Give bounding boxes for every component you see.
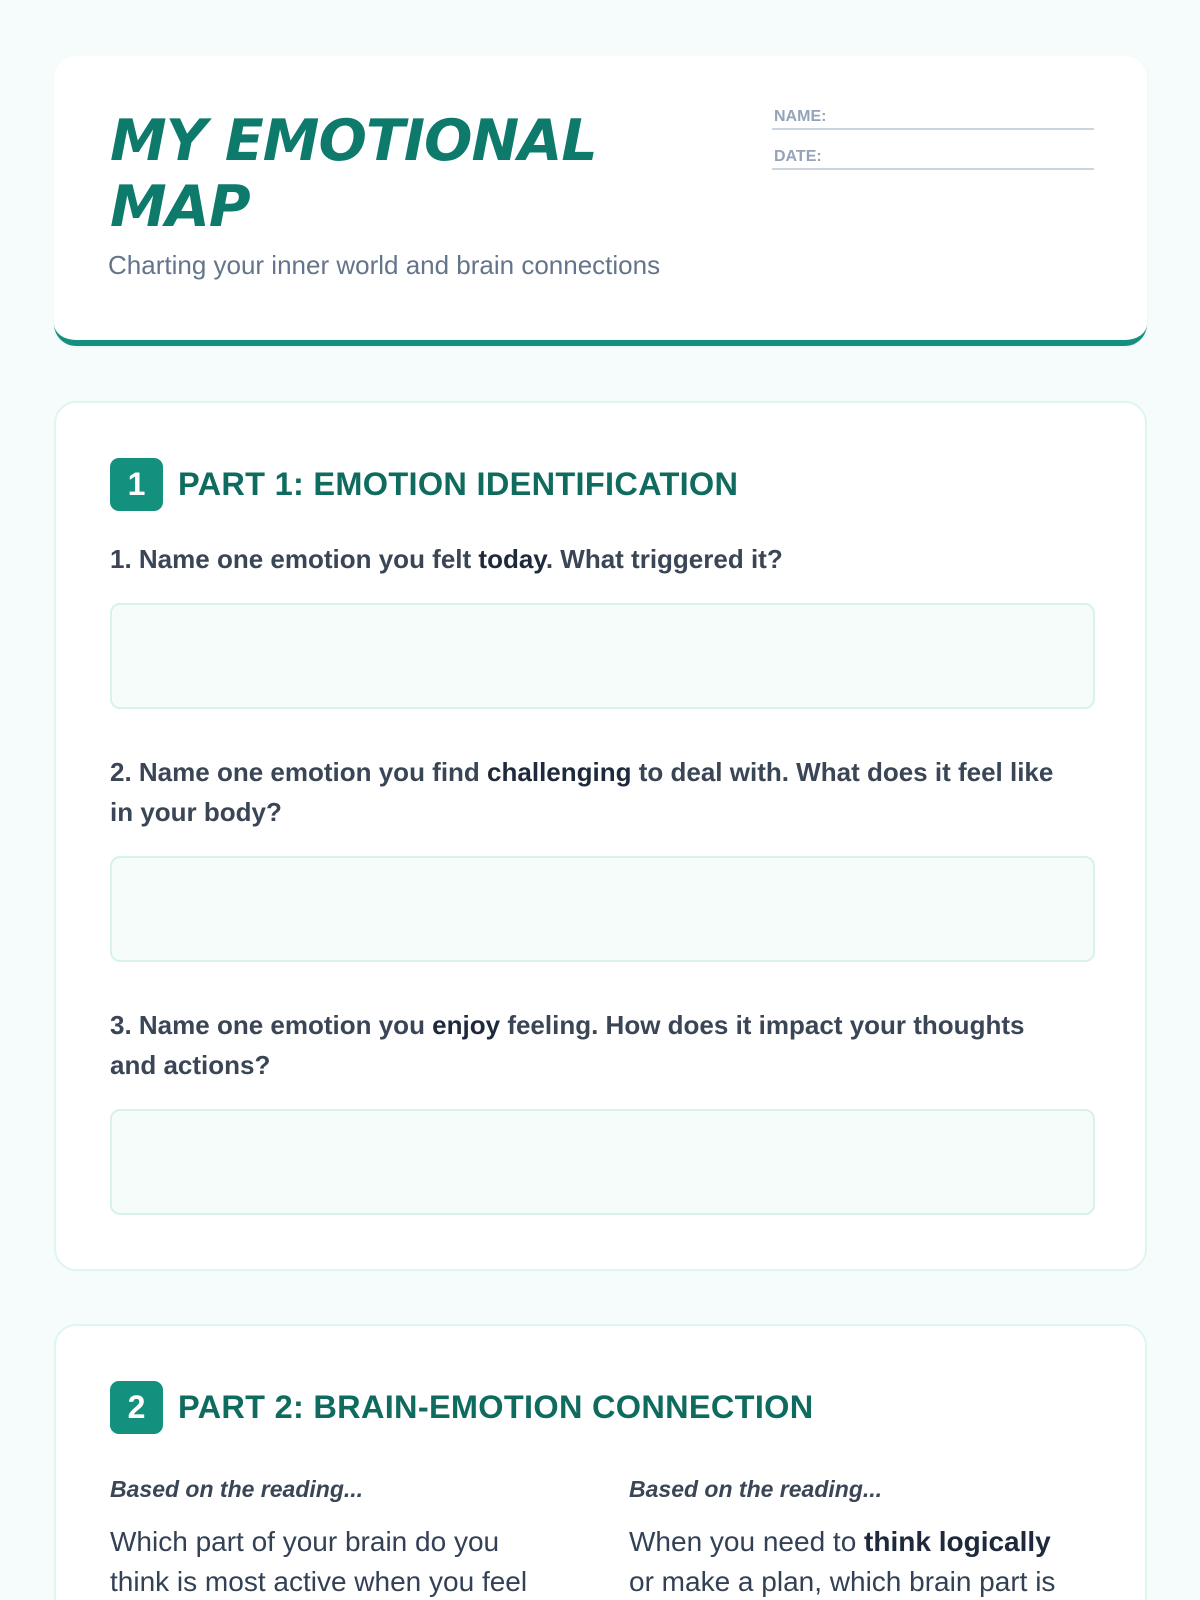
question-right-text-after: or make a plan, which brain part is — [629, 1566, 1056, 1597]
question-3-keyword: enjoy — [432, 1010, 501, 1040]
question-2-keyword: challenging — [487, 757, 632, 787]
page-subtitle: Charting your inner world and brain connections — [108, 250, 661, 280]
header-card — [54, 56, 1147, 346]
question-2 — [110, 752, 1070, 832]
part-1-title: PART 1: EMOTION IDENTIFICATION — [178, 465, 739, 502]
part-2-title: PART 2: BRAIN-EMOTION CONNECTION — [178, 1388, 814, 1425]
name-label: NAME: — [774, 108, 827, 125]
question-right-keyword: think logically — [864, 1526, 1051, 1557]
question-2-text-after: to deal with. What does it feel like in your body? — [110, 757, 1054, 827]
question-1-text-before: 1. Name one emotion you felt — [110, 544, 479, 574]
part-2-card — [54, 1324, 1147, 1600]
part-2-header — [110, 1380, 814, 1434]
part-1-header — [110, 457, 738, 511]
reading-note-left: Based on the reading... — [110, 1476, 364, 1502]
question-right-text-before: When you need to — [629, 1526, 865, 1557]
question-3 — [110, 1005, 1070, 1085]
answer-box-3[interactable] — [110, 1109, 1095, 1215]
date-label: DATE: — [774, 148, 822, 165]
reading-note-right: Based on the reading... — [629, 1476, 883, 1502]
question-1 — [110, 539, 1070, 579]
part-1-number-badge: 1 — [110, 458, 163, 511]
part-2-number-badge: 2 — [110, 1381, 163, 1434]
question-right-text — [629, 1522, 1069, 1600]
question-1-text-after: . What triggered it? — [545, 544, 783, 574]
question-3-text-before: 3. Name one emotion you — [110, 1010, 433, 1040]
answer-box-1[interactable] — [110, 603, 1095, 709]
part-2-left-column — [110, 1474, 550, 1600]
question-left-text: Which part of your brain do you think is most active when you feel — [110, 1526, 528, 1597]
part-2-right-column — [629, 1474, 1069, 1600]
part-1-card — [54, 401, 1147, 1271]
page-title: MY EMOTIONAL MAP — [110, 108, 597, 240]
question-3-text-after: feeling. How does it impact your thoughts and actions? — [110, 1010, 1025, 1080]
question-1-keyword: today — [478, 544, 546, 574]
answer-box-2[interactable] — [110, 856, 1095, 962]
name-field[interactable] — [772, 108, 1094, 130]
date-field[interactable] — [772, 148, 1094, 170]
question-2-text-before: 2. Name one emotion you find — [110, 757, 488, 787]
